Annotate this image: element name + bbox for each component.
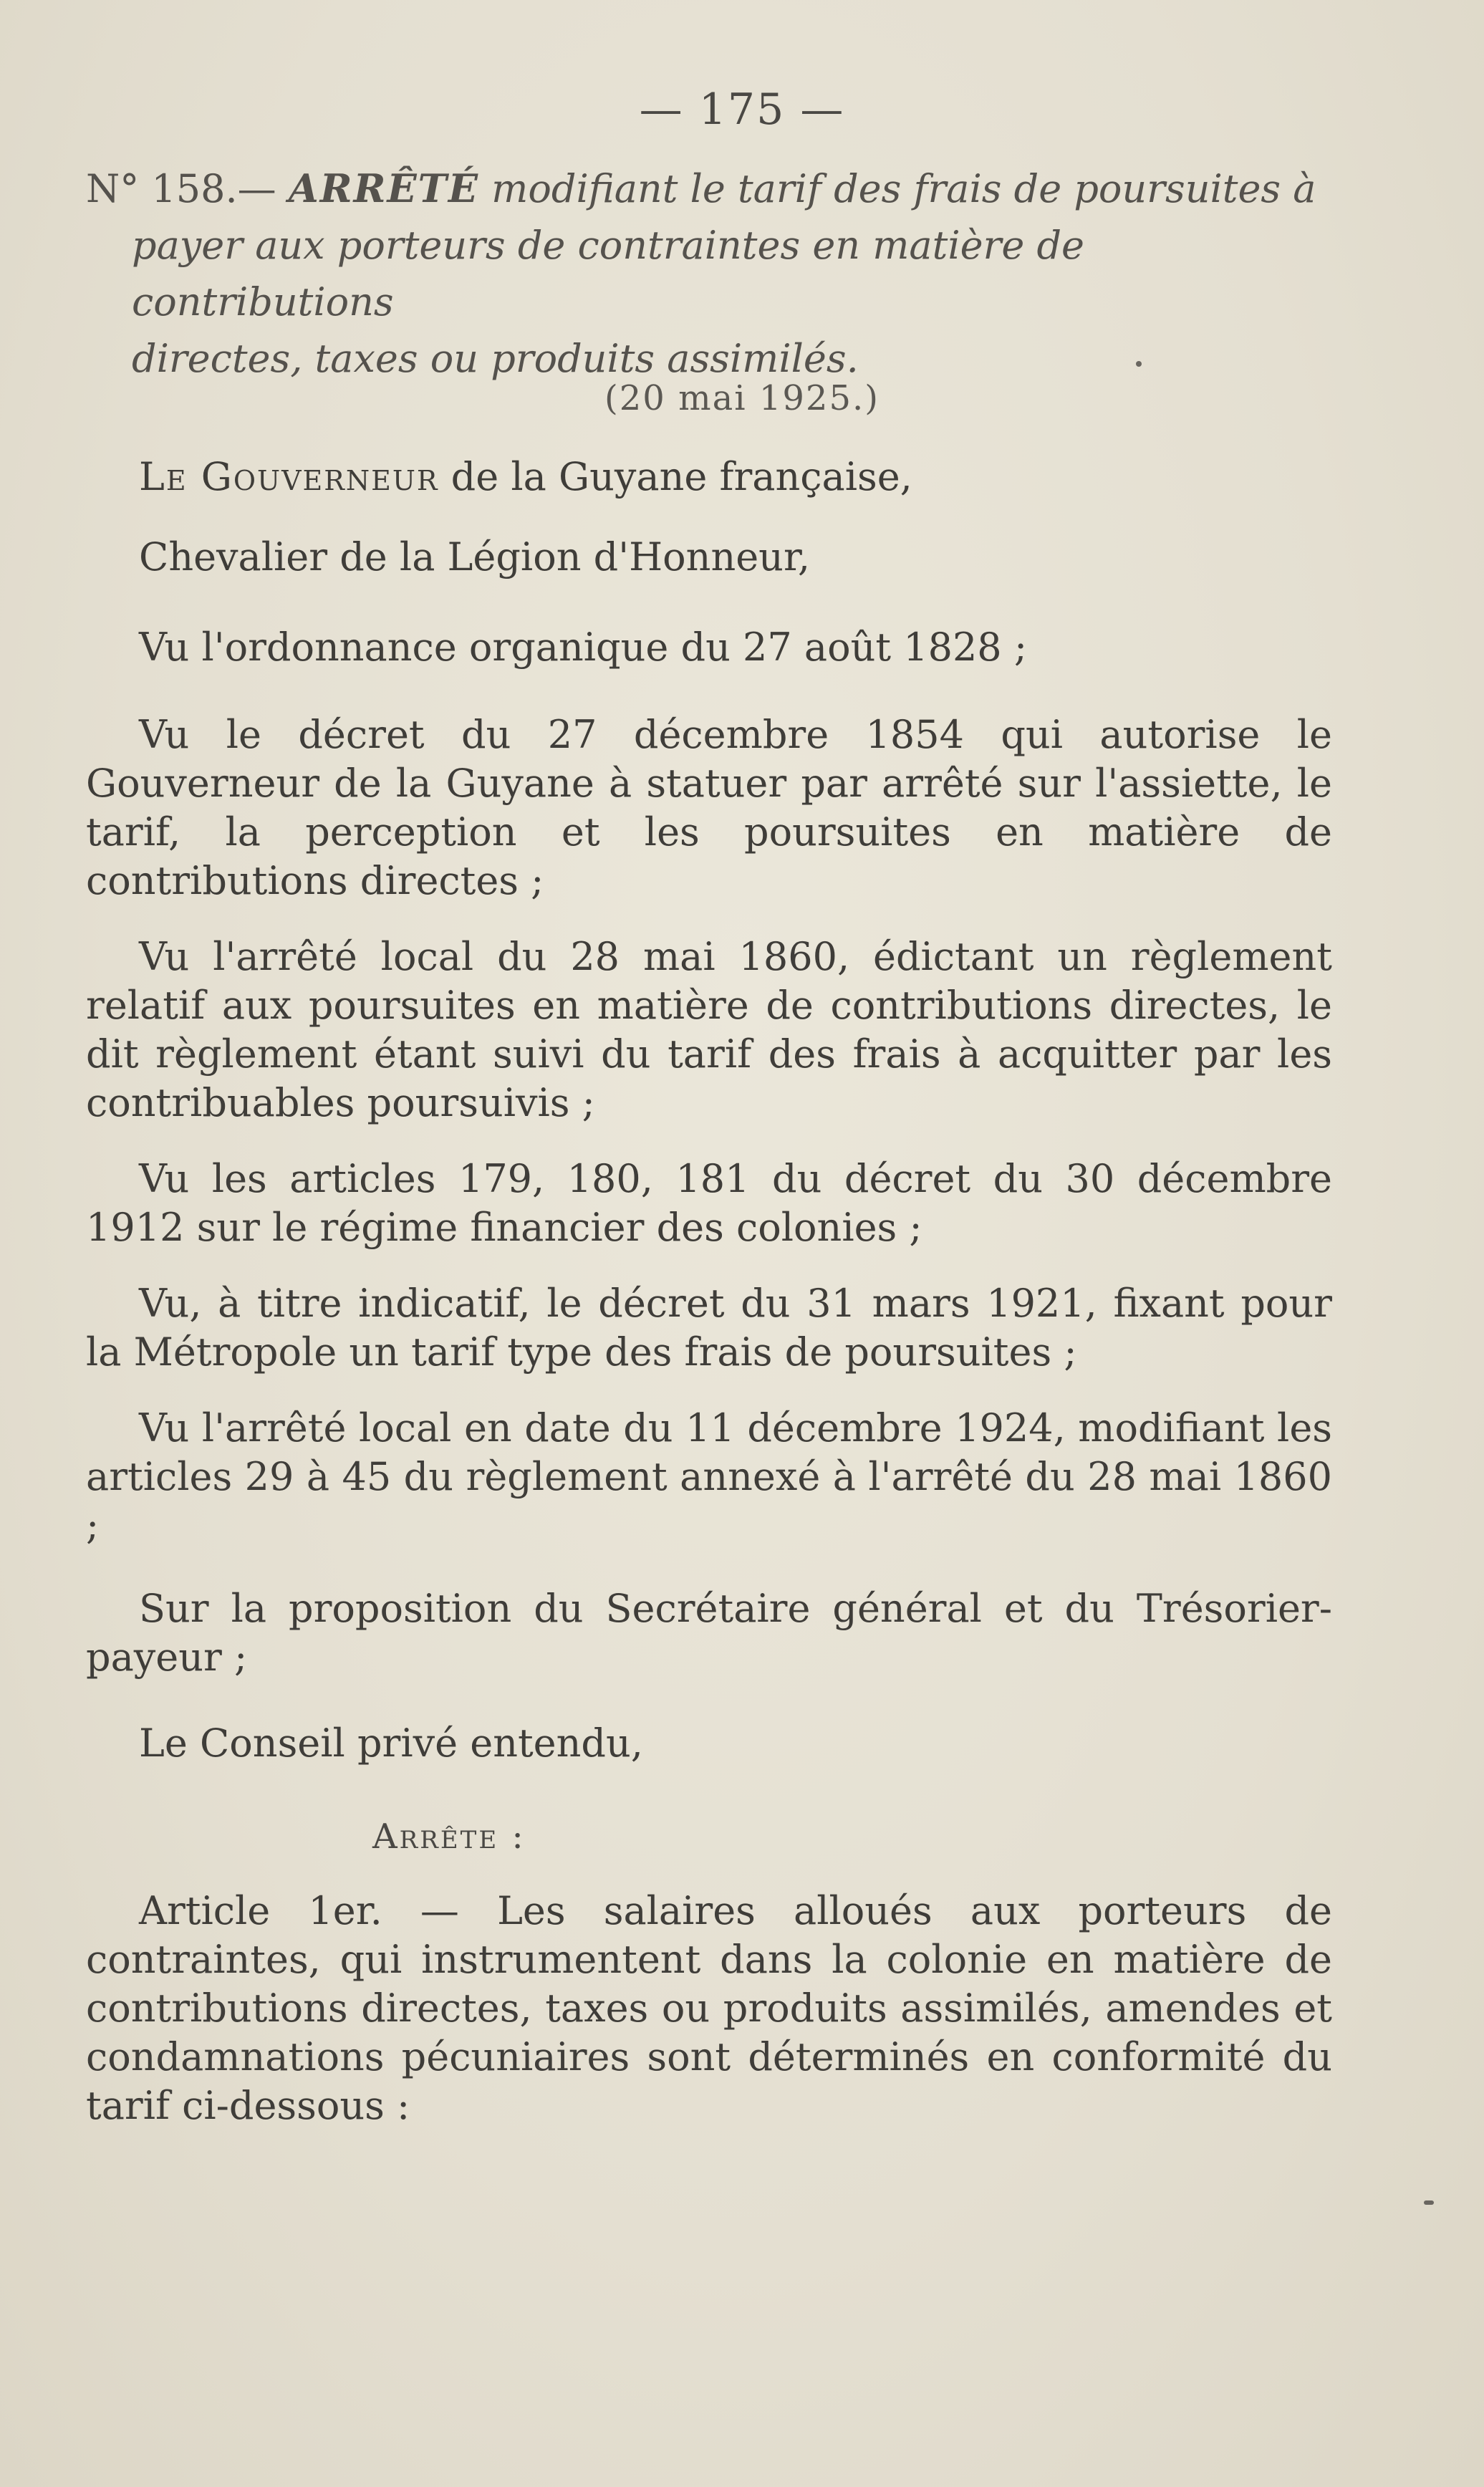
decree-header <box>86 160 1318 387</box>
vu-arrete-1924: Vu l'arrêté local en date du 11 décembre 1924, modifiant les articles 29 à 45 du règlement annexé à l'arrêté du 28 mai 1860 ; <box>86 1405 1332 1548</box>
vu-ordonnance: Vu l'ordonnance organique du 27 août 1828 ; <box>139 625 1028 670</box>
ink-speck <box>1424 2200 1434 2205</box>
ink-speck <box>1136 361 1142 367</box>
decree-title-line-3: directes, taxes ou produits assimilés. <box>132 336 859 381</box>
article-1: Article 1er. — Les salaires alloués aux porteurs de contraintes, qui instrumentent dans la colonie en matière de contributions directes, taxes ou produits assimilés, amendes et condamnations pécuniaires sont déterminés en conformité du tarif ci-dessous : <box>86 1888 1332 2128</box>
vu-decret-1854: Vu le décret du 27 décembre 1854 qui autorise le Gouverneur de la Guyane à statuer par arrêté sur l'assiette, le tarif, la perception et les poursuites en matière de contributions directes ; <box>86 712 1332 903</box>
vu-articles-1912: Vu les articles 179, 180, 181 du décret du 30 décembre 1912 sur le régime financier des colonies ; <box>86 1156 1332 1250</box>
vu-arrete-1860: Vu l'arrêté local du 28 mai 1860, édictant un règlement relatif aux poursuites en matière de contributions directes, le dit règlement étant suivi du tarif des frais à acquitter par les contribuables poursuivis ; <box>86 934 1332 1125</box>
decree-number: N° 158.— <box>86 166 276 211</box>
sur-proposition: Sur la proposition du Secrétaire général et du Trésorier-payeur ; <box>86 1586 1332 1680</box>
decree-date: (20 mai 1925.) <box>604 378 880 418</box>
conseil-prive: Le Conseil privé entendu, <box>139 1721 643 1766</box>
governor-rest: de la Guyane française, <box>450 454 912 499</box>
decree-title-line-1: modifiant le tarif des frais de poursuites à <box>491 166 1316 211</box>
governor-line <box>86 453 1332 501</box>
vu-decret-1921: Vu, à titre indicatif, le décret du 31 mars 1921, fixant pour la Métropole un tarif type des frais de poursuites ; <box>86 1281 1332 1375</box>
arrete-heading: Arrête : <box>372 1817 526 1857</box>
chevalier-line: Chevalier de la Légion d'Honneur, <box>139 534 811 579</box>
page-number: — 175 — <box>639 85 845 135</box>
governor-title: Le Gouverneur <box>139 454 439 499</box>
decree-title-line-2: payer aux porteurs de contraintes en matière de contributions <box>132 223 1085 324</box>
header-line-1 <box>86 160 1318 217</box>
decree-title-lead: ARRÊTÉ <box>288 165 479 211</box>
